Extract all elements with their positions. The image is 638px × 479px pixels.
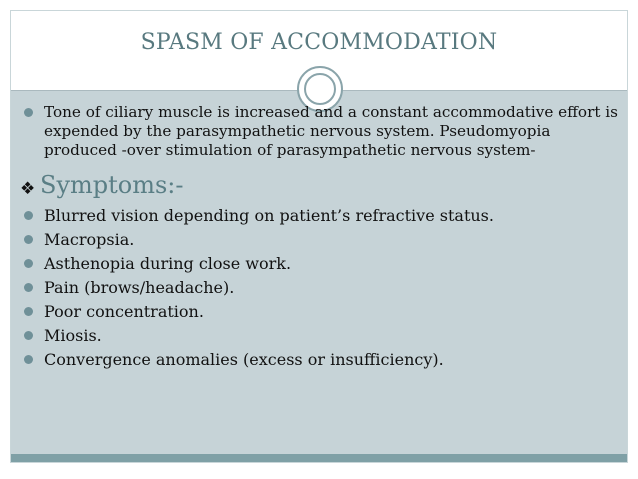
bullet-dot-icon xyxy=(24,283,33,292)
list-item-text: Miosis. xyxy=(44,326,102,345)
symptoms-heading-text: Symptoms:- xyxy=(40,171,184,199)
bullet-dot-icon xyxy=(24,235,33,244)
list-item-text: Pain (brows/headache). xyxy=(44,278,235,297)
list-item xyxy=(20,326,620,346)
diamond-bullet-icon: ❖ xyxy=(20,179,36,199)
bullet-dot-icon xyxy=(24,331,33,340)
intro-bullet xyxy=(20,103,620,160)
slide-title: SPASM OF ACCOMMODATION xyxy=(140,30,498,55)
bullet-dot-icon xyxy=(24,211,33,220)
list-item xyxy=(20,302,620,322)
list-item-text: Asthenopia during close work. xyxy=(44,254,292,273)
inner-circle xyxy=(304,73,336,105)
bullet-dot-icon xyxy=(24,259,33,268)
bullet-dot-icon xyxy=(24,355,33,364)
list-item xyxy=(20,350,620,370)
list-item xyxy=(20,278,620,298)
bullet-dot-icon xyxy=(24,307,33,316)
bottom-accent-bar xyxy=(11,454,627,462)
list-item xyxy=(20,230,620,250)
symptoms-list xyxy=(20,206,620,370)
bullet-list xyxy=(20,103,620,374)
list-item-text: Macropsia. xyxy=(44,230,135,249)
intro-text: Tone of ciliary muscle is increased and a constant accommodative effort is expended by the parasympathetic nervous system. Pseudomyopia produced -over stimulation of parasympathetic nervous system- xyxy=(44,103,618,159)
list-item xyxy=(20,254,620,274)
list-item-text: Blurred vision depending on patient’s refractive status. xyxy=(44,206,494,225)
symptoms-heading xyxy=(20,170,620,200)
bullet-dot-icon xyxy=(24,108,33,117)
list-item-text: Convergence anomalies (excess or insufficiency). xyxy=(44,350,444,369)
list-item-text: Poor concentration. xyxy=(44,302,204,321)
list-item xyxy=(20,206,620,226)
